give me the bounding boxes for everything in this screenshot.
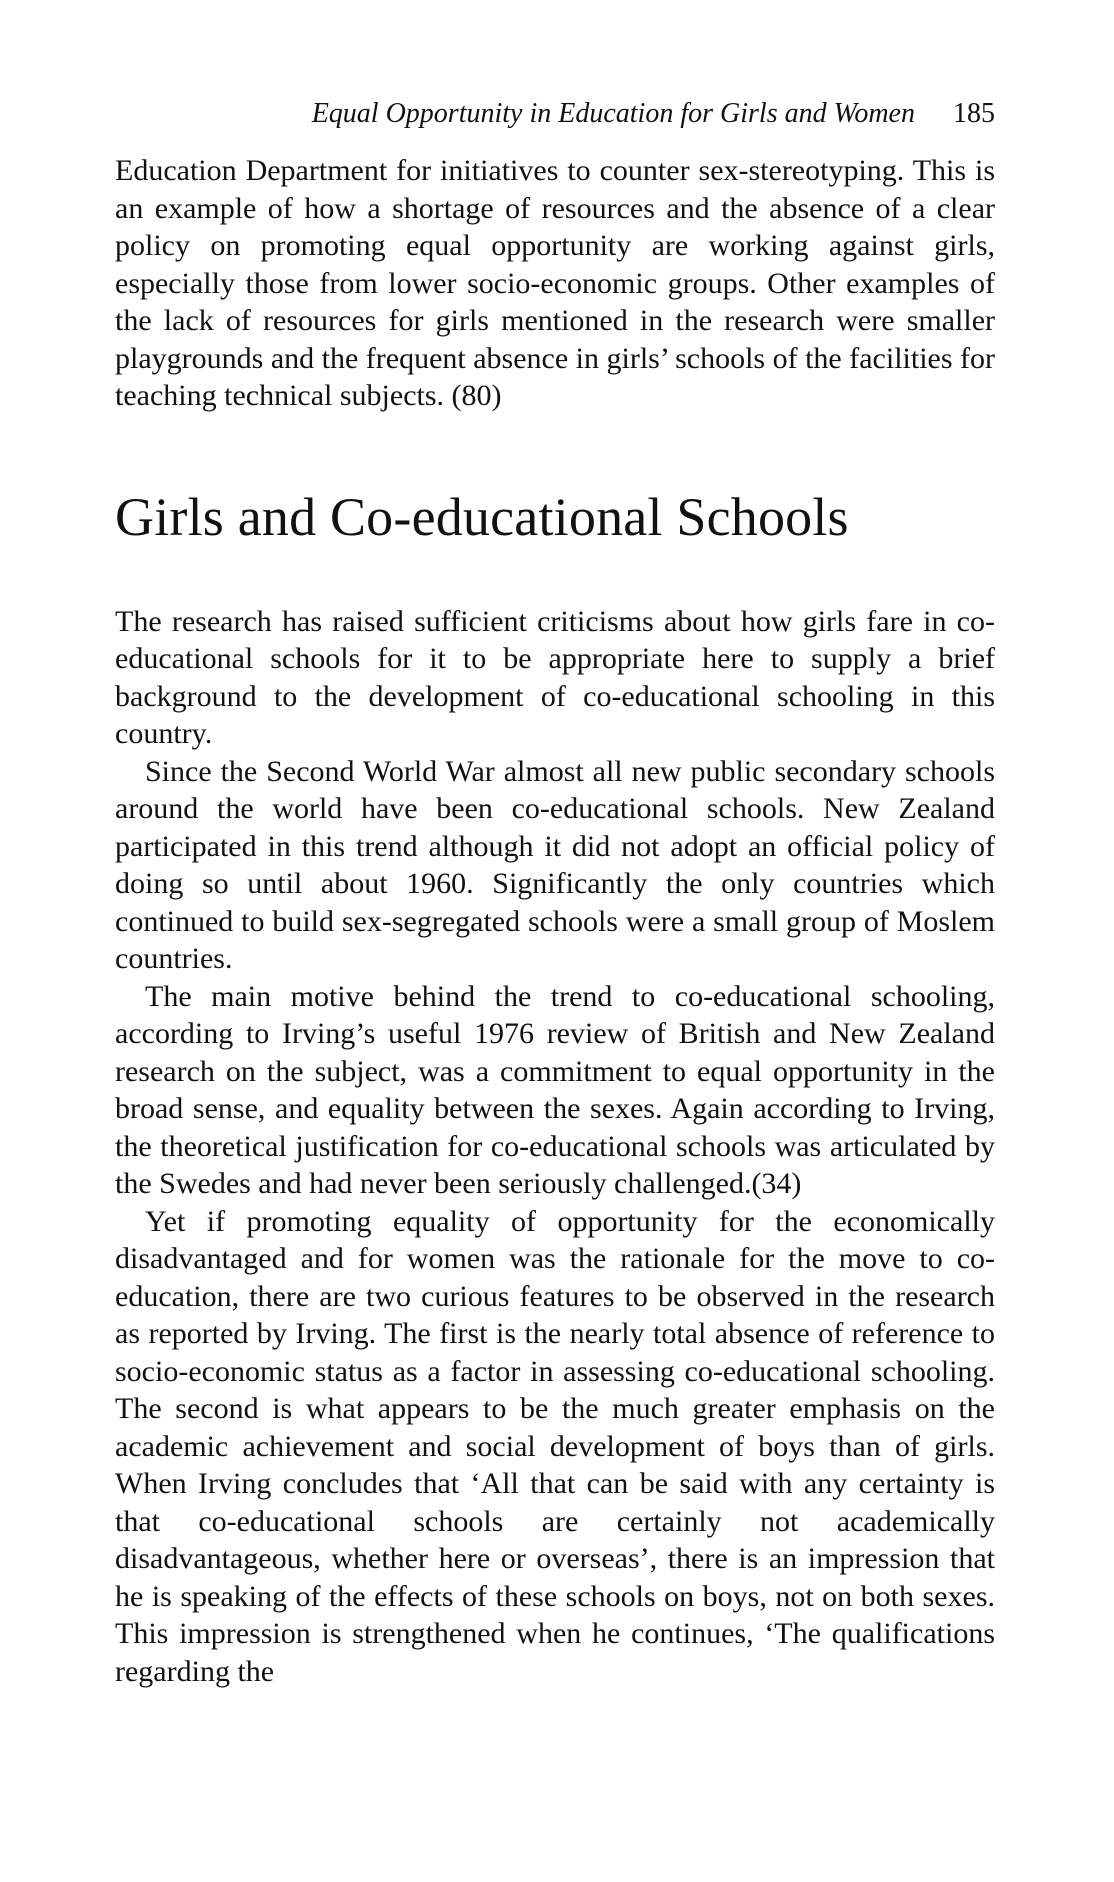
section-heading: Girls and Co-educational Schools [115, 486, 849, 547]
body-paragraph: Education Department for initiatives to counter sex-stereotyping. This is an example of how a shortage of resources and the absence of a clear policy on promoting equal opportunity are working against girls, especially those from lower socio-economic groups. Other examples of the lack of resources for girls mentioned in the research were smaller playgrounds and the frequent absence in girls’ schools of the facilities for teaching technical subjects. (80) [115, 154, 996, 412]
page-number: 185 [953, 98, 995, 129]
running-head [115, 98, 995, 142]
body-paragraph: Since the Second World War almost all new public secondary schools around the world have been co-educational schools. New Zealand participated in this trend although it did not adopt an official policy of doing so until about 1960. Significantly the only countries which continued to build sex-segregated schools were a small group of Moslem countries. [115, 754, 995, 975]
body-paragraph: The research has raised sufficient criticisms about how girls fare in co-educational schools for it to be appropriate here to supply a brief background to the development of co-educational schooling in this country. [115, 604, 995, 750]
body-paragraph: Yet if promoting equality of opportunity for the economically disadvantaged and for women was the rationale for the move to co-education, there are two curious features to be observed in the research as reported by Irving. The first is the nearly total absence of reference to socio-economic status as a factor in assessing co-educational schooling. The second is what appears to be the much greater emphasis on the academic achievement and social development of boys than of girls. When Irving concludes that ‘All that can be said with any certainty is that co-educational schools are certainly not academically disadvantageous, whether here or overseas’, there is an impression that he is speaking of the effects of these schools on boys, not on both sexes. This impression is strengthened when he continues, ‘The qualifications regarding the [115, 1204, 995, 1688]
running-head-title: Equal Opportunity in Education for Girls and Women [311, 98, 915, 129]
body-paragraph: The main motive behind the trend to co-educational schooling, according to Irving’s useful 1976 review of British and New Zealand research on the subject, was a commitment to equal opportunity in the broad sense, and equality between the sexes. Again according to Irving, the theoretical justification for co-educational schools was articulated by the Swedes and had never been seriously challenged.(34) [115, 979, 995, 1200]
book-page [115, 98, 995, 1690]
